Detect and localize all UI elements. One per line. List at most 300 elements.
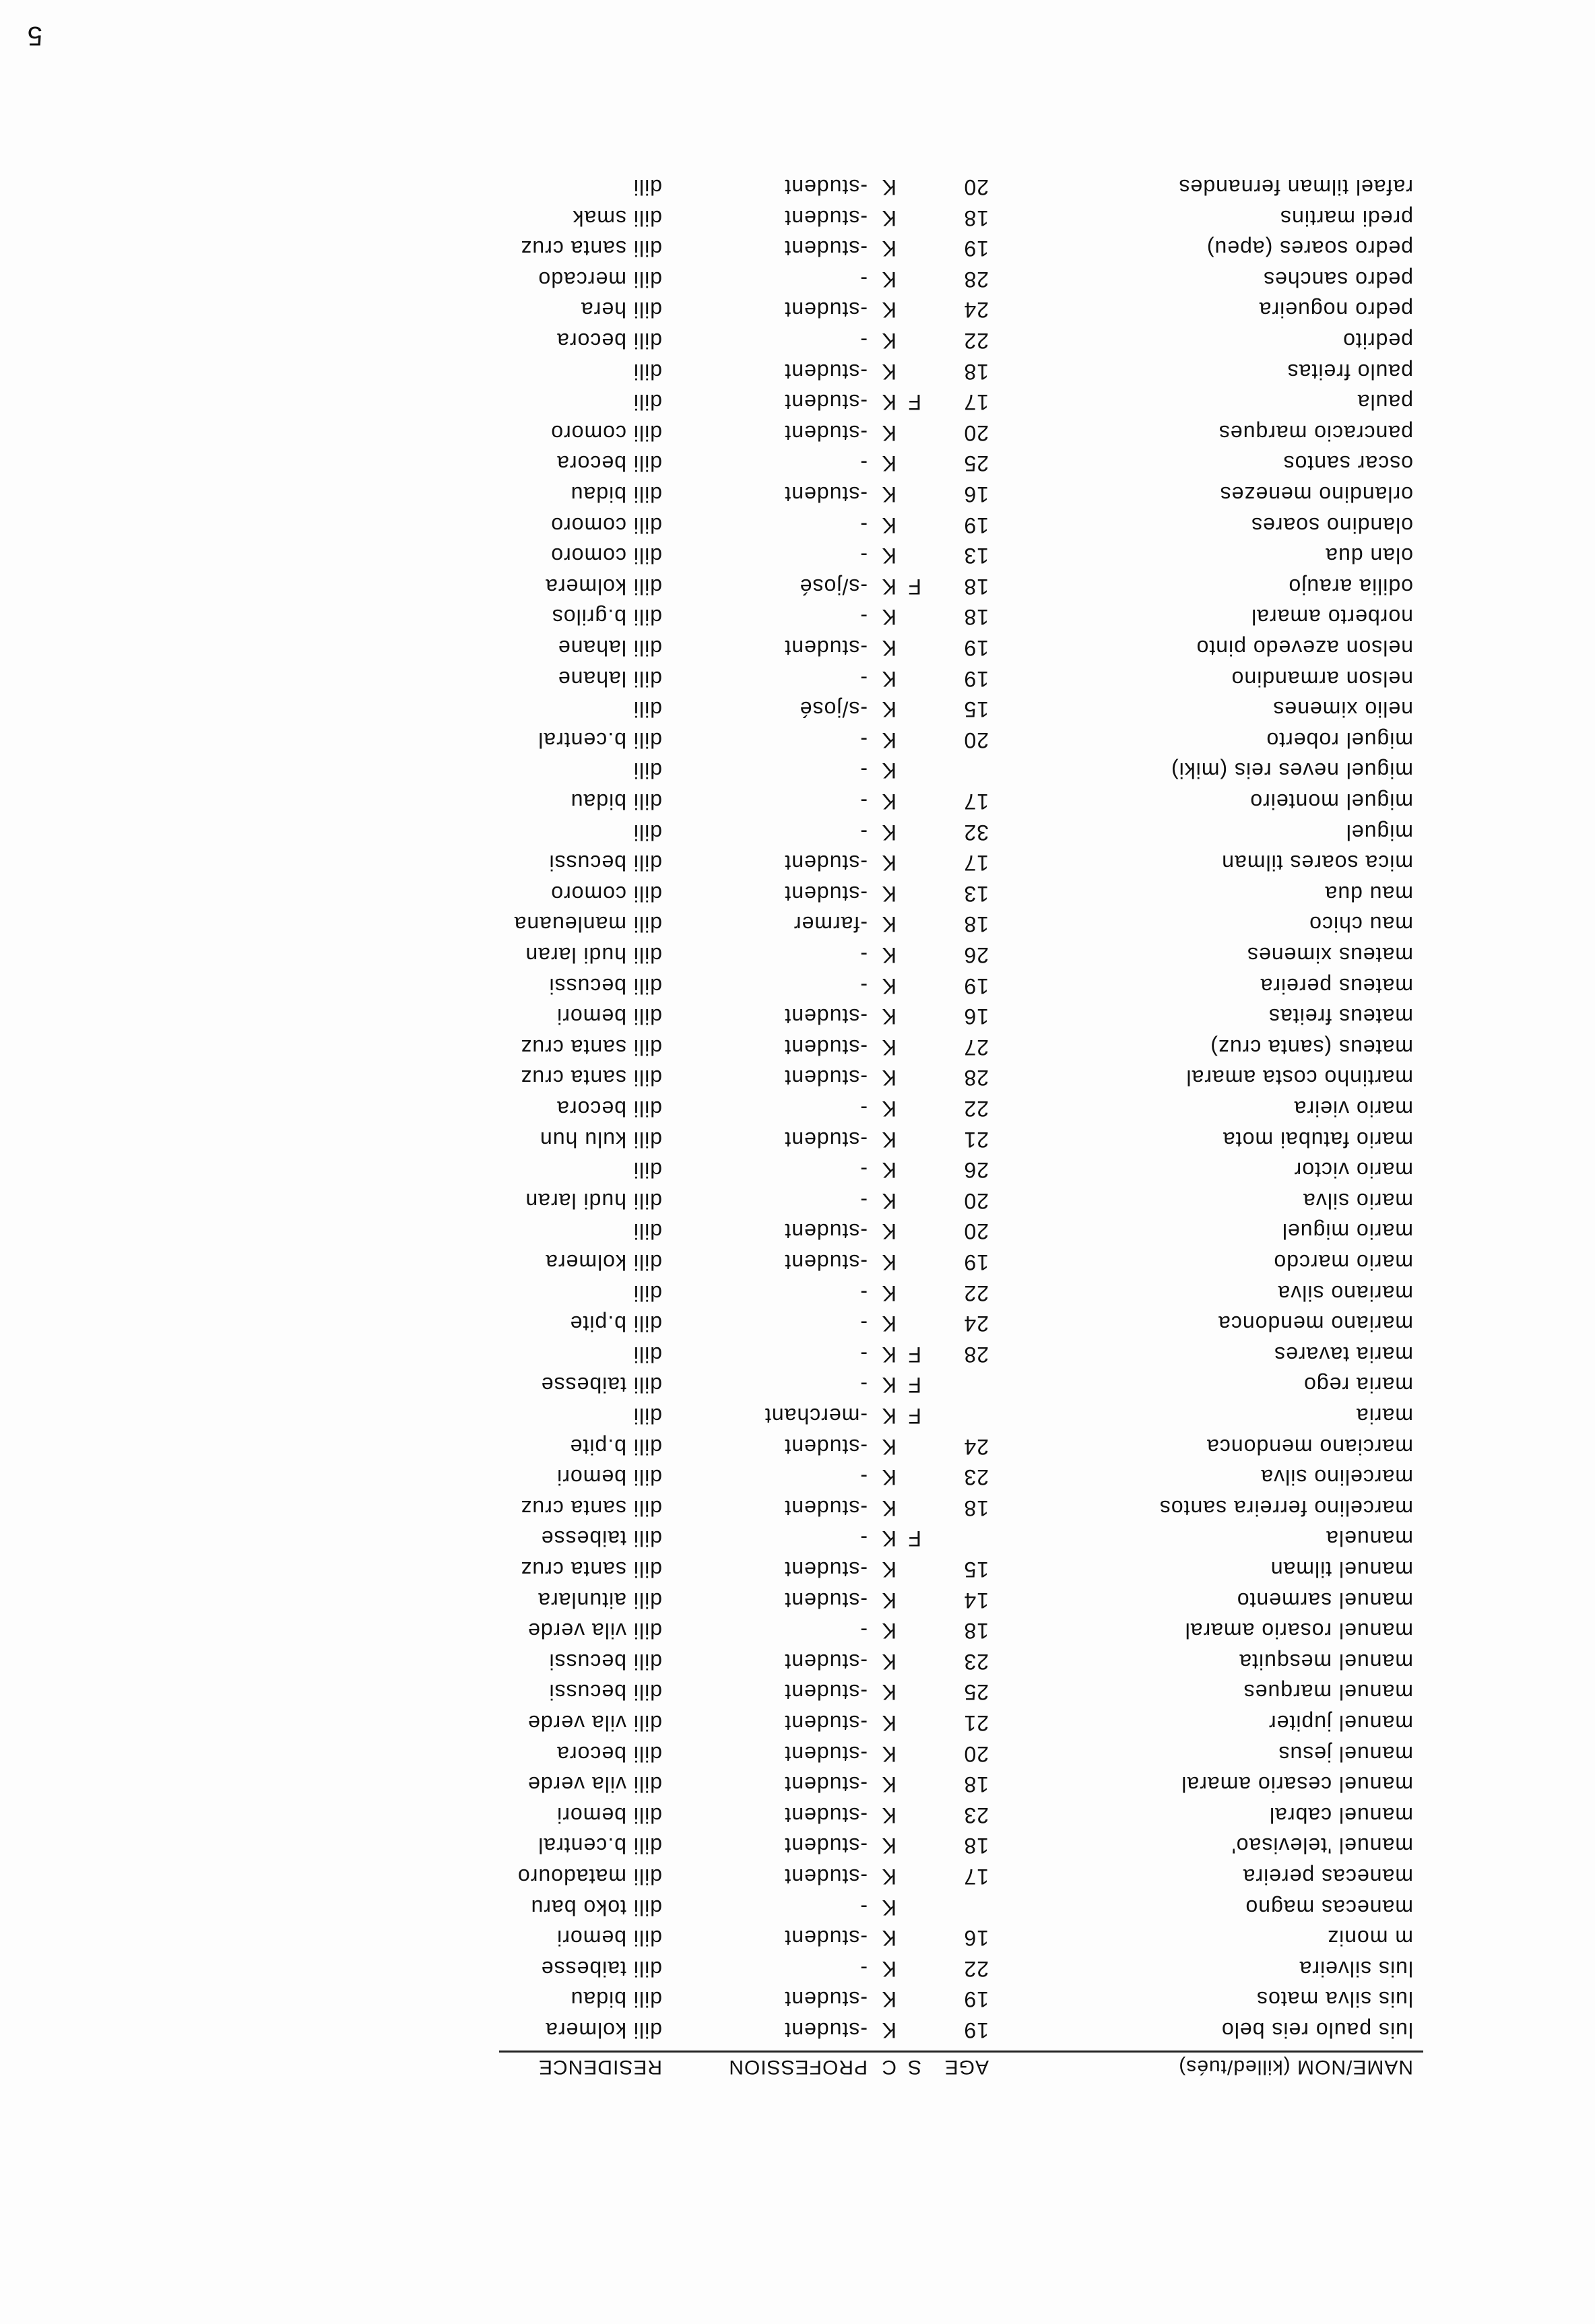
cell-name: manecas magno [1245,1895,1413,1920]
cell-c: K [881,666,897,691]
table-row [0,752,1595,783]
cell-c: K [881,1865,897,1889]
cell-residence: dili bidau [570,789,662,814]
cell-age: 18 [963,205,989,230]
cell-name: norberto amaral [1251,605,1413,630]
cell-age: 19 [963,513,989,538]
cell-sex: F [907,390,921,415]
cell-profession: -student [784,1219,868,1244]
cell-c: K [881,451,897,476]
cell-c: K [881,1281,897,1305]
cell-name: pedro soares (apeu) [1206,236,1413,261]
cell-name: mau dua [1324,881,1413,906]
table-row [0,690,1595,721]
cell-name: olan dua [1325,544,1413,569]
cell-profession: -student [784,390,868,415]
header-age: AGE [944,2056,989,2078]
cell-c: K [881,1127,897,1152]
cell-c: K [881,1219,897,1244]
cell-profession: - [859,728,868,752]
cell-name: mario fatubai mota [1222,1127,1413,1152]
cell-c: K [881,789,897,814]
cell-profession: -student [784,420,868,445]
cell-name: marcelino silva [1260,1465,1413,1490]
cell-c: K [881,636,897,660]
cell-profession: - [859,1373,868,1398]
cell-c: K [881,1526,897,1551]
header-sex: S [907,2056,921,2078]
cell-c: K [881,1711,897,1735]
cell-residence: dili mercado [538,267,662,292]
table-row [0,537,1595,568]
cell-c: K [881,851,897,876]
table-row [0,1797,1595,1828]
cell-residence: dili aitunlara [538,1588,662,1613]
cell-age: 20 [963,420,989,445]
table-row [0,1889,1595,1920]
cell-name: mateus ximenes [1247,943,1413,967]
cell-c: K [881,1588,897,1613]
cell-profession: -student [784,1649,868,1674]
cell-c: K [881,513,897,538]
cell-name: pedrito [1342,329,1413,353]
cell-c: K [881,482,897,507]
cell-age: 17 [963,1865,989,1889]
cell-c: K [881,1035,897,1060]
cell-residence: dili hudi laran [525,943,662,967]
cell-c: K [881,1404,897,1428]
table-row [0,1428,1595,1459]
cell-profession: -student [784,1834,868,1859]
cell-age: 21 [963,1127,989,1152]
cell-residence: dili kolmera [545,1250,662,1274]
cell-profession: -student [784,359,868,384]
cell-c: K [881,1342,897,1367]
table-row [0,1121,1595,1152]
cell-residence: dili becora [556,1097,662,1121]
cell-residence: dili santa cruz [520,1066,662,1091]
cell-age: 22 [963,329,989,353]
cell-residence: dili taibesse [540,1373,662,1398]
cell-residence: dili comoro [550,881,662,906]
cell-residence: dili hudi laran [525,1188,662,1213]
table-row [0,1090,1595,1121]
cell-name: mica soares tilman [1221,851,1413,876]
table-row [0,1520,1595,1551]
cell-c: K [881,544,897,569]
cell-residence: dili toko baru [530,1895,662,1920]
cell-profession: - [859,943,868,967]
cell-age: 17 [963,789,989,814]
cell-c: K [881,1772,897,1797]
cell-profession: -student [784,636,868,660]
cell-c: K [881,1158,897,1183]
cell-age: 21 [963,1711,989,1735]
cell-c: K [881,943,897,967]
cell-residence: dili vila verde [527,1772,662,1797]
cell-age: 26 [963,943,989,967]
table-row [0,1551,1595,1582]
cell-profession: - [859,544,868,569]
cell-profession: - [859,513,868,538]
cell-c: K [881,973,897,998]
table-row [0,629,1595,660]
cell-sex: F [907,1342,921,1367]
cell-residence: dili matadouro [517,1865,662,1889]
cell-c: K [881,1987,897,2012]
cell-name: martinho costa amaral [1185,1066,1413,1091]
header-c: C [881,2056,897,2078]
cell-residence: dili kolmera [545,2018,662,2042]
cell-age: 28 [963,1342,989,1367]
cell-residence: dili b.pite [569,1312,662,1336]
table-row [0,844,1595,875]
table-row [0,1612,1595,1643]
cell-residence: dili bemori [556,1803,662,1828]
cell-residence: dili bemori [556,1926,662,1951]
table-row [0,1704,1595,1735]
table-row [0,1827,1595,1858]
cell-age: 19 [963,1987,989,2012]
cell-profession: - [859,758,868,783]
cell-profession: - [859,789,868,814]
cell-name: mario vieira [1293,1097,1413,1121]
table-row [0,1735,1595,1766]
cell-profession: - [859,1895,868,1920]
cell-c: K [881,574,897,599]
cell-name: maria tavares [1274,1342,1413,1367]
cell-profession: -merchant [764,1404,868,1428]
cell-age: 32 [963,820,989,845]
table-row [0,1182,1595,1213]
cell-c: K [881,1312,897,1336]
cell-residence: dili becussi [548,973,662,998]
cell-residence: dili taibesse [540,1956,662,1981]
table-row [0,1582,1595,1613]
cell-name: nelio ximenes [1272,697,1413,722]
cell-profession: -student [784,1711,868,1735]
cell-name: manuel jupiter [1268,1711,1413,1735]
cell-profession: - [859,1526,868,1551]
cell-profession: -student [784,1803,868,1828]
cell-age: 18 [963,605,989,630]
cell-residence: dili [632,175,662,199]
cell-residence: dili santa cruz [520,1495,662,1520]
cell-age: 24 [963,1312,989,1336]
cell-age: 16 [963,1004,989,1029]
cell-profession: - [859,1465,868,1490]
cell-name: mario silva [1303,1188,1413,1213]
cell-age: 28 [963,267,989,292]
cell-c: K [881,175,897,199]
cell-age: 19 [963,666,989,691]
cell-age: 20 [963,728,989,752]
cell-name: pedro sanches [1263,267,1413,292]
cell-residence: dili [632,1281,662,1305]
cell-c: K [881,1004,897,1029]
cell-name: manuel jesus [1278,1741,1413,1766]
cell-c: K [881,1557,897,1582]
cell-age: 25 [963,451,989,476]
cell-residence: dili becora [556,329,662,353]
cell-age: 23 [963,1465,989,1490]
cell-c: K [881,1373,897,1398]
cell-profession: -student [784,1680,868,1705]
cell-age: 24 [963,1434,989,1459]
cell-c: K [881,390,897,415]
cell-name: manuel sarmento [1236,1588,1413,1613]
cell-profession: -student [784,1495,868,1520]
cell-c: K [881,205,897,230]
cell-age: 19 [963,2018,989,2042]
table-row [0,814,1595,845]
cell-name: luis paulo reis belo [1220,2018,1413,2042]
table-row [0,936,1595,967]
cell-residence: dili taibesse [540,1526,662,1551]
cell-profession: -student [784,175,868,199]
table-row [0,1151,1595,1182]
cell-residence: dili [632,1158,662,1183]
cell-age: 18 [963,1772,989,1797]
table-row [0,1397,1595,1428]
cell-residence: dili comoro [550,544,662,569]
cell-name: mariano silva [1277,1281,1413,1305]
cell-c: K [881,1895,897,1920]
cell-residence: dili [632,697,662,722]
table-row [0,998,1595,1029]
cell-c: K [881,329,897,353]
cell-name: mateus (santa cruz) [1210,1035,1413,1060]
cell-profession: -student [784,1865,868,1889]
cell-c: K [881,1680,897,1705]
cell-c: K [881,1434,897,1459]
cell-age: 18 [963,1495,989,1520]
header-residence: RESIDENCE [538,2056,662,2078]
table-row [0,445,1595,476]
table-header [0,2051,1595,2078]
cell-age: 19 [963,236,989,261]
cell-name: manuela [1326,1526,1413,1551]
cell-name: oscar santos [1282,451,1413,476]
table-row [0,353,1595,384]
cell-profession: -student [784,2018,868,2042]
cell-age: 19 [963,636,989,660]
cell-profession: -student [784,1987,868,2012]
cell-name: paula [1357,390,1413,415]
cell-residence: dili bidau [570,1987,662,2012]
table-row [0,783,1595,814]
cell-profession: -student [784,881,868,906]
cell-name: predi martins [1280,205,1413,230]
cell-sex: F [907,574,921,599]
cell-residence: dili santa cruz [520,1557,662,1582]
header-rule [499,2051,1423,2053]
cell-profession: - [859,973,868,998]
cell-age: 15 [963,1557,989,1582]
cell-name: manuel mesquita [1239,1649,1413,1674]
cell-c: K [881,2018,897,2042]
cell-name: orlandino menezes [1219,482,1413,507]
cell-name: manuel tilman [1270,1557,1413,1582]
cell-residence: dili bemori [556,1465,662,1490]
cell-age: 13 [963,544,989,569]
cell-residence: dili becussi [548,851,662,876]
cell-residence: dili hera [580,298,662,323]
cell-profession: - [859,1342,868,1367]
table-row [0,476,1595,507]
cell-profession: -student [784,1772,868,1797]
cell-age: 20 [963,1219,989,1244]
cell-age: 15 [963,697,989,722]
cell-age: 18 [963,1619,989,1644]
cell-profession: -student [784,205,868,230]
cell-name: luis silveira [1299,1956,1413,1981]
cell-profession: -student [784,482,868,507]
table-row [0,1305,1595,1336]
table-row [0,1458,1595,1489]
table-row [0,507,1595,538]
table-row [0,568,1595,599]
cell-c: K [881,420,897,445]
table-row [0,1673,1595,1704]
cell-age: 22 [963,1956,989,1981]
table-row [0,199,1595,230]
cell-residence: dili b.grilos [551,605,662,630]
table-row [0,1489,1595,1520]
cell-residence: dili kolmera [545,574,662,599]
cell-c: K [881,1066,897,1091]
cell-profession: - [859,666,868,691]
cell-residence: dili becussi [548,1680,662,1705]
header-profession: PROFESSION [728,2056,868,2078]
cell-residence: dili [632,1342,662,1367]
cell-age: 13 [963,881,989,906]
cell-name: nelson armandino [1231,666,1413,691]
cell-profession: - [859,1188,868,1213]
cell-name: olandino soares [1251,513,1413,538]
cell-c: K [881,912,897,937]
cell-sex: F [907,1404,921,1428]
cell-residence: dili lahane [557,666,662,691]
cell-profession: - [859,1956,868,1981]
cell-age: 24 [963,298,989,323]
cell-profession: -farmer [793,912,868,937]
cell-profession: -student [784,1926,868,1951]
table-row [0,322,1595,353]
cell-profession: -student [784,1557,868,1582]
cell-profession: -s/josé [799,697,868,722]
page-number: 5 [27,21,42,51]
cell-c: K [881,1250,897,1274]
cell-profession: -student [784,298,868,323]
cell-residence: dili becussi [548,1649,662,1674]
cell-residence: dili [632,390,662,415]
cell-profession: -student [784,1250,868,1274]
cell-age: 20 [963,175,989,199]
table-row [0,383,1595,414]
cell-profession: -student [784,1434,868,1459]
cell-name: mariano mendonca [1218,1312,1413,1336]
cell-c: K [881,1188,897,1213]
cell-name: marciano mendonca [1206,1434,1413,1459]
cell-name: rafael tilman fernandes [1178,175,1413,199]
cell-age: 20 [963,1741,989,1766]
table-row [0,875,1595,906]
cell-name: maria [1355,1404,1413,1428]
cell-c: K [881,820,897,845]
cell-age: 20 [963,1188,989,1213]
cell-profession: - [859,451,868,476]
cell-name: manuel cesario amaral [1181,1772,1413,1797]
table-row [0,721,1595,752]
cell-name: pancracio marques [1218,420,1413,445]
cell-name: manuel 'televisao' [1231,1834,1413,1859]
cell-sex: F [907,1526,921,1551]
cell-profession: - [859,1312,868,1336]
cell-c: K [881,605,897,630]
cell-name: pedro nogueira [1258,298,1413,323]
cell-age: 23 [963,1803,989,1828]
header-name: NAME/NOM (killed/tués) [1178,2056,1413,2078]
table-row [0,1980,1595,2011]
cell-profession: -student [784,851,868,876]
cell-name: marcelino ferreira santos [1159,1495,1413,1520]
table-row [0,967,1595,998]
cell-profession: -student [784,236,868,261]
cell-residence: dili b.central [538,728,662,752]
cell-name: maria rego [1303,1373,1413,1398]
cell-residence: dili smak [572,205,662,230]
cell-profession: -student [784,1004,868,1029]
cell-c: K [881,1741,897,1766]
table-row [0,1950,1595,1981]
cell-name: mario victor [1293,1158,1413,1183]
table-row [0,598,1595,629]
table-row [0,1336,1595,1367]
table-row [0,1766,1595,1797]
cell-name: luis silva matos [1256,1987,1413,2012]
cell-c: K [881,1956,897,1981]
cell-c: K [881,1495,897,1520]
cell-residence: dili bidau [570,482,662,507]
cell-profession: -student [784,1035,868,1060]
cell-c: K [881,697,897,722]
cell-residence: dili santa cruz [520,1035,662,1060]
cell-name: manuel marques [1243,1680,1413,1705]
cell-residence: dili b.central [538,1834,662,1859]
cell-age: 17 [963,390,989,415]
cell-profession: - [859,1158,868,1183]
cell-age: 22 [963,1281,989,1305]
table-row [0,230,1595,261]
cell-age: 27 [963,1035,989,1060]
cell-name: mario miguel [1281,1219,1413,1244]
cell-residence: dili lahane [557,636,662,660]
cell-age: 23 [963,1649,989,1674]
cell-age: 26 [963,1158,989,1183]
cell-profession: - [859,1281,868,1305]
cell-age: 25 [963,1680,989,1705]
cell-profession: - [859,1097,868,1121]
cell-residence: dili [632,758,662,783]
cell-c: K [881,1803,897,1828]
cell-residence: dili becora [556,1741,662,1766]
cell-residence: dili [632,1404,662,1428]
table-row [0,291,1595,322]
table-row [0,1643,1595,1674]
cell-c: K [881,267,897,292]
cell-name: manecas pereira [1242,1865,1413,1889]
